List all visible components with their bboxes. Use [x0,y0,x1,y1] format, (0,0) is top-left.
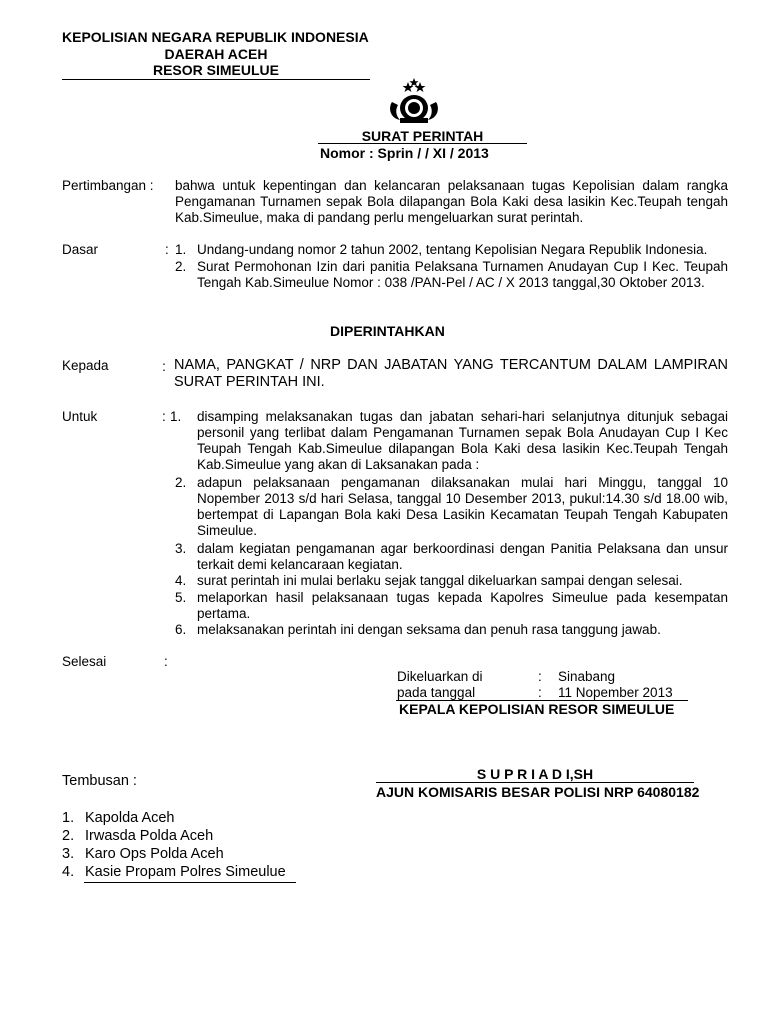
kepada-colon: : [162,358,166,374]
signature-underline [376,782,694,783]
tembusan-item-text: Karo Ops Polda Aceh [85,846,224,862]
untuk-item-text: disamping melaksanakan tugas dan jabatan sehari-hari selanjutnya ditunjuk sebagai personil yang terlibat dalam Pengamanan Turnamen sepak Bola Anudayan Cup I Kec Teupah Tengah Kab.Simeulue dilapangan Bola Kaki desa lasikin Kec.Teupah Tengah Kab.Simeulue yang akan di Laksanakan pada : [197,409,728,472]
tembusan-item-text: Kapolda Aceh [85,810,175,826]
issued-place-value: Sinabang [558,669,616,684]
untuk-item-number: 4. [175,573,187,588]
tembusan-item-number: 1. [62,810,75,826]
pertimbangan-text: bahwa untuk kepentingan dan kelancaran pelaksanaan tugas Kepolisian dalam rangka Pengamanan Turnamen sepak Bola dilapangan Bola Kaki desa lasikin Kec.Teupah tengah Kab.Simeulue, maka di pandang perlu mengeluarkan surat perintah. [175,178,728,225]
selesai-colon: : [164,654,168,669]
header-line-2: DAERAH ACEH [164,46,268,62]
dasar-item-number: 1. [175,242,187,257]
dasar-colon: : [165,242,169,257]
issued-place-colon: : [538,669,542,684]
selesai-label: Selesai [62,654,107,669]
police-emblem-icon [386,78,442,124]
pertimbangan-label: Pertimbangan : [62,178,154,193]
untuk-item-text: melaporkan hasil pelaksanaan tugas kepada Kapolres Simeulue pada kesempatan pertama. [197,590,728,621]
issued-place-label: Dikeluarkan di [397,669,483,684]
header-underline [62,79,370,80]
untuk-item-number: 2. [175,475,187,490]
diperintahkan-heading: DIPERINTAHKAN [330,323,445,339]
untuk-label: Untuk [62,409,98,424]
untuk-item-text: dalam kegiatan pengamanan agar berkoordinasi dengan Panitia Pelaksana dan unsur terkait demi kelancaraan kegiatan. [197,541,728,572]
untuk-item-number: 1. [170,409,182,424]
title-underline [318,143,527,144]
dasar-item-number: 2. [175,259,187,274]
untuk-item-number: 3. [175,541,187,556]
untuk-colon: : [162,409,166,424]
untuk-item-number: 5. [175,590,187,605]
letter-number: Nomor : Sprin / / XI / 2013 [320,145,489,161]
untuk-item-number: 6. [175,622,187,637]
dasar-item-text: Surat Permohonan Izin dari panitia Pelaksana Turnamen Anudayan Cup I Kec. Teupah Tengah Kab.Simeulue Nomor : 038 /PAN-Pel / AC / X 2013 tanggal,30 Oktober 2013. [197,259,728,290]
issued-date-label: pada tanggal [397,685,476,700]
issued-date-value: 11 Nopember 2013 [558,685,673,700]
tembusan-item-number: 2. [62,828,75,844]
issued-date-colon: : [538,685,542,700]
issuing-office: KEPALA KEPOLISIAN RESOR SIMEULUE [399,701,675,717]
kepada-text: NAMA, PANGKAT / NRP DAN JABATAN YANG TERCANTUM DALAM LAMPIRAN SURAT PERINTAH INI. [174,357,728,390]
untuk-item-text: adapun pelaksanaan pengamanan dilaksanakan mulai hari Minggu, tanggal 10 Nopember 2013 s/d hari Selasa, tanggal 10 Desember 2013, pukul:14.30 s/d 18.00 wib, bertempat di Lapangan Bola kaki Desa Lasikin Kecamatan Teupah Tengah Kabupaten Simeulue. [197,475,728,538]
header-line-3: RESOR SIMEULUE [152,62,279,78]
signatory-rank: AJUN KOMISARIS BESAR POLISI NRP 64080182 [376,784,700,800]
tembusan-label: Tembusan : [62,773,137,789]
tembusan-item-number: 3. [62,846,75,862]
header-line-1: KEPOLISIAN NEGARA REPUBLIK INDONESIA [62,29,369,45]
untuk-item-text: melaksanakan perintah ini dengan seksama dan penuh rasa tanggung jawab. [197,622,661,637]
tembusan-item-text: Kasie Propam Polres Simeulue [85,864,286,880]
kepada-label: Kepada [62,358,109,373]
signatory-name: S U P R I A D I,SH [476,766,594,782]
tembusan-item-text: Irwasda Polda Aceh [85,828,214,844]
title-heading: SURAT PERINTAH [361,128,484,144]
untuk-item-text: surat perintah ini mulai berlaku sejak tanggal dikeluarkan sampai dengan selesai. [197,573,683,588]
tembusan-item-number: 4. [62,864,75,880]
dasar-item-text: Undang-undang nomor 2 tahun 2002, tentang Kepolisian Negara Republik Indonesia. [197,242,708,257]
dasar-label: Dasar [62,242,99,257]
tembusan-underline [84,882,296,883]
